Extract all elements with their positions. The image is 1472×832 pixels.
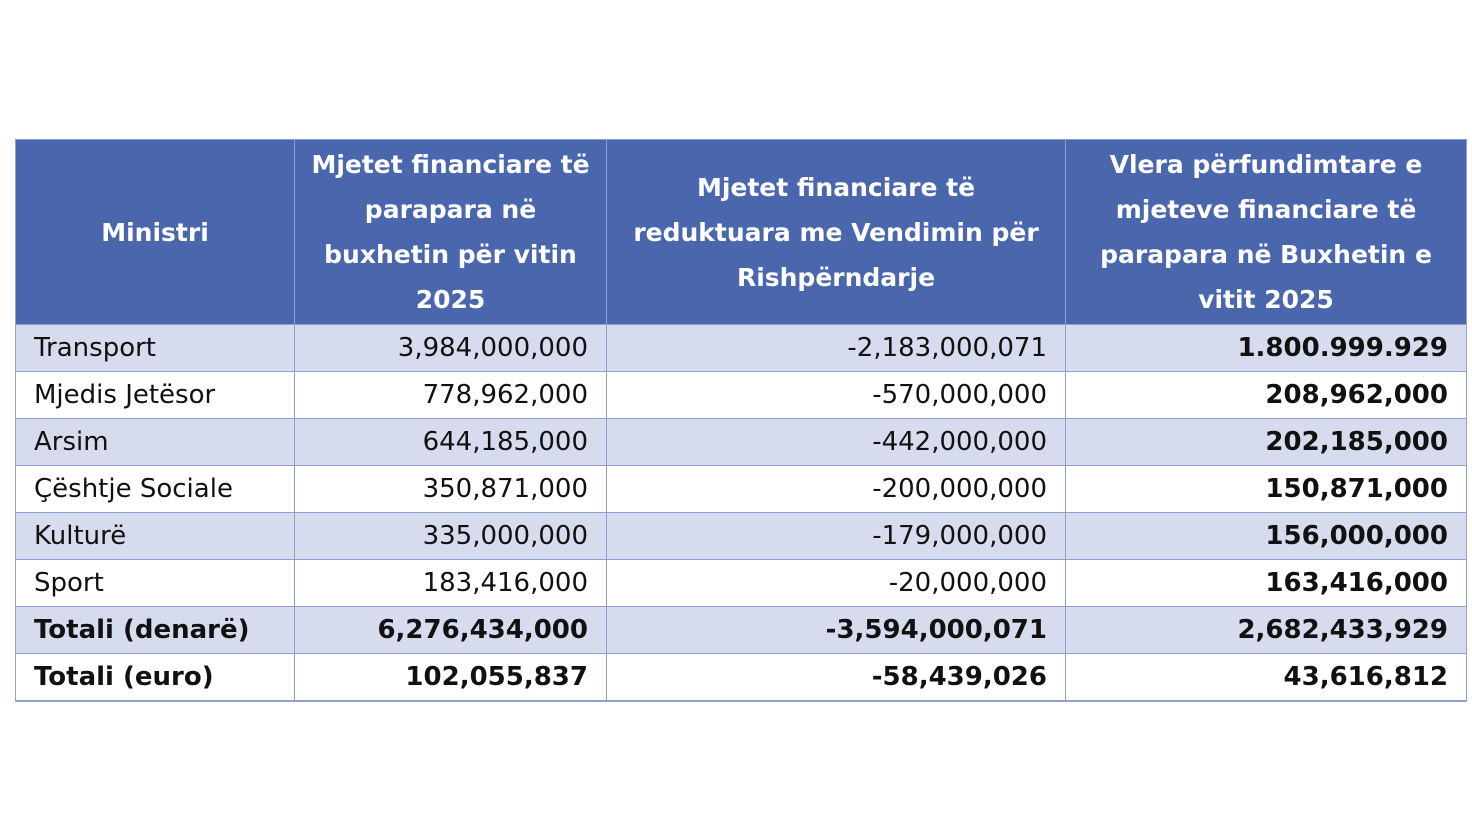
- table-row: [16, 466, 1467, 513]
- cell-reduced: -570,000,000: [607, 372, 1066, 419]
- total-row-euro: [16, 654, 1467, 702]
- cell-total-planned: 102,055,837: [295, 654, 607, 702]
- cell-planned: 3,984,000,000: [295, 325, 607, 372]
- cell-reduced: -200,000,000: [607, 466, 1066, 513]
- cell-ministry: Sport: [16, 560, 295, 607]
- cell-reduced: -179,000,000: [607, 513, 1066, 560]
- cell-reduced: -20,000,000: [607, 560, 1066, 607]
- cell-total-final: 43,616,812: [1066, 654, 1467, 702]
- cell-reduced: -442,000,000: [607, 419, 1066, 466]
- table-row: [16, 513, 1467, 560]
- total-row-denars: [16, 607, 1467, 654]
- cell-planned: 350,871,000: [295, 466, 607, 513]
- cell-planned: 183,416,000: [295, 560, 607, 607]
- cell-total-reduced: -58,439,026: [607, 654, 1066, 702]
- cell-total-label: Totali (euro): [16, 654, 295, 702]
- cell-ministry: Kulturë: [16, 513, 295, 560]
- header-reduced-funds: Mjetet financiare të reduktuara me Vendimin për Rishpërndarje: [607, 140, 1066, 325]
- cell-final: 1.800.999.929: [1066, 325, 1467, 372]
- header-planned-budget: Mjetet financiare të parapara në buxhetin për vitin 2025: [295, 140, 607, 325]
- cell-ministry: Transport: [16, 325, 295, 372]
- header-final-value: Vlera përfundimtare e mjeteve financiare të parapara në Buxhetin e vitit 2025: [1066, 140, 1467, 325]
- cell-total-final: 2,682,433,929: [1066, 607, 1467, 654]
- cell-reduced: -2,183,000,071: [607, 325, 1066, 372]
- cell-total-reduced: -3,594,000,071: [607, 607, 1066, 654]
- cell-ministry: Çështje Sociale: [16, 466, 295, 513]
- table-row: [16, 372, 1467, 419]
- cell-planned: 644,185,000: [295, 419, 607, 466]
- table-body: [16, 325, 1467, 702]
- cell-planned: 778,962,000: [295, 372, 607, 419]
- header-row: [16, 140, 1467, 325]
- cell-total-planned: 6,276,434,000: [295, 607, 607, 654]
- cell-total-label: Totali (denarë): [16, 607, 295, 654]
- cell-ministry: Arsim: [16, 419, 295, 466]
- cell-ministry: Mjedis Jetësor: [16, 372, 295, 419]
- cell-planned: 335,000,000: [295, 513, 607, 560]
- header-ministri: Ministri: [16, 140, 295, 325]
- cell-final: 202,185,000: [1066, 419, 1467, 466]
- table-row: [16, 560, 1467, 607]
- cell-final: 163,416,000: [1066, 560, 1467, 607]
- table-header: [16, 140, 1467, 325]
- cell-final: 208,962,000: [1066, 372, 1467, 419]
- budget-reallocation-table: [15, 139, 1467, 702]
- table-row: [16, 419, 1467, 466]
- cell-final: 150,871,000: [1066, 466, 1467, 513]
- table-row: [16, 325, 1467, 372]
- cell-final: 156,000,000: [1066, 513, 1467, 560]
